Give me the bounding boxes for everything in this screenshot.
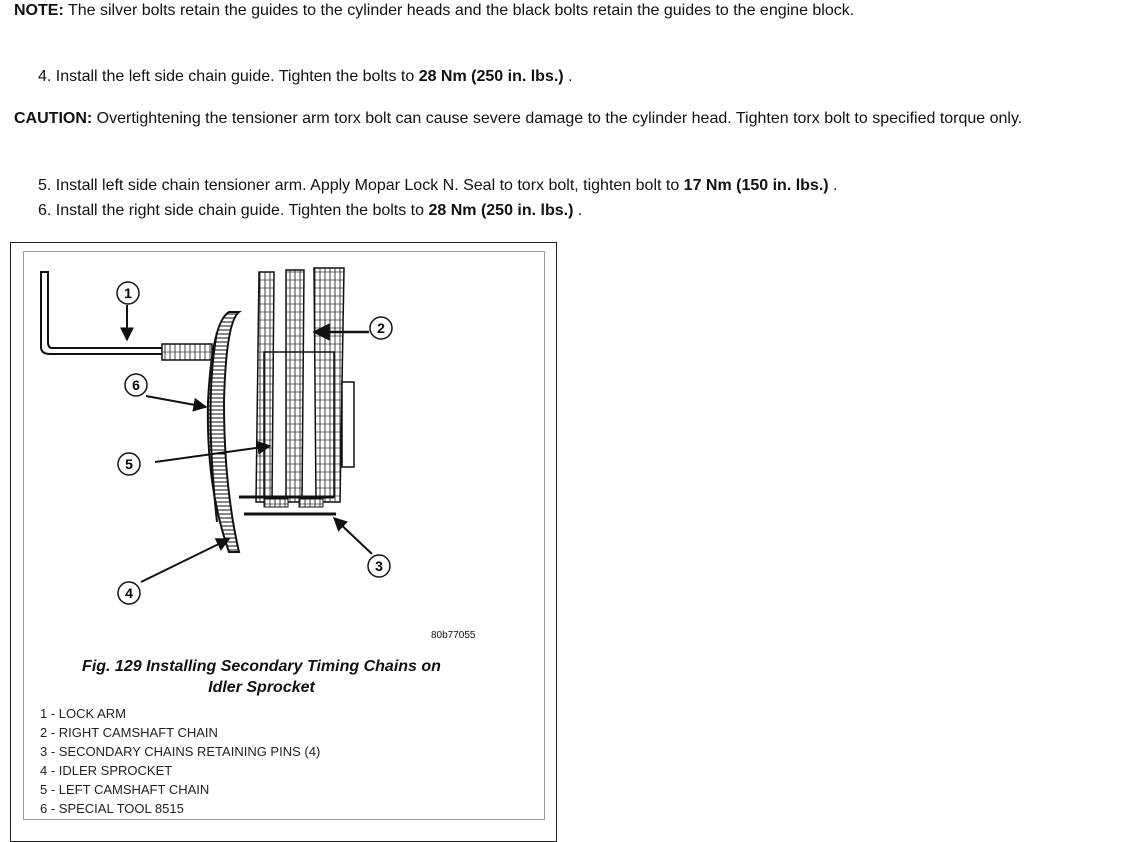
note-paragraph	[14, 1, 854, 21]
leader-3	[334, 518, 372, 554]
callout-2-label: 2	[377, 320, 385, 336]
step-4-torque: 28 Nm (250 in. lbs.)	[418, 68, 564, 85]
step-6-torque: 28 Nm (250 in. lbs.)	[428, 202, 574, 219]
legend-item: 5 - LEFT CAMSHAFT CHAIN	[40, 782, 210, 797]
callout-1	[117, 282, 139, 304]
legend-item: 6 - SPECIAL TOOL 8515	[40, 801, 184, 816]
step-6	[38, 201, 582, 221]
note-text: The silver bolts retain the guides to the cylinder heads and the black bolts retain the guides to the engine block.	[63, 2, 855, 19]
step-5-end: .	[828, 177, 838, 194]
leader-6	[146, 396, 206, 407]
step-5-text: 5. Install left side chain tensioner arm. Apply Mopar Lock N. Seal to torx bolt, tighten bolt to	[38, 177, 684, 194]
caution-paragraph	[14, 109, 1022, 129]
leader-4	[141, 539, 229, 582]
callout-4	[118, 582, 140, 604]
callout-4-label: 4	[125, 585, 133, 601]
callout-3	[368, 555, 390, 577]
step-6-end: .	[573, 202, 583, 219]
callout-6-label: 6	[132, 377, 140, 393]
lock-arm-thread	[162, 344, 212, 360]
callout-6	[125, 374, 147, 396]
caution-text: Overtightening the tensioner arm torx bolt can cause severe damage to the cylinder head. Tighten torx bolt to specified torque only.	[92, 110, 1023, 127]
callout-3-label: 3	[375, 558, 383, 574]
lock-arm	[41, 272, 164, 354]
legend-item: 3 - SECONDARY CHAINS RETAINING PINS (4)	[40, 744, 321, 759]
callout-1-label: 1	[124, 285, 132, 301]
caution-label: CAUTION:	[14, 110, 93, 127]
callout-2	[370, 317, 392, 339]
legend-item: 2 - RIGHT CAMSHAFT CHAIN	[40, 725, 218, 740]
step-4-end: .	[563, 68, 573, 85]
legend-item: 4 - IDLER SPROCKET	[40, 763, 173, 778]
left-camshaft-chain	[314, 268, 344, 502]
figure-panel	[23, 251, 545, 820]
timing-chain-illustration	[24, 252, 546, 652]
idler-sprocket	[208, 312, 239, 552]
step-4	[38, 67, 573, 87]
step-4-text: 4. Install the left side chain guide. Tighten the bolts to	[38, 68, 419, 85]
figure-caption-line-2: Idler Sprocket	[208, 679, 315, 696]
figure-legend	[40, 704, 320, 818]
figure-code: 80b77055	[431, 630, 476, 641]
right-camshaft-chain	[256, 272, 274, 502]
note-label: NOTE:	[14, 2, 64, 19]
callout-5	[118, 453, 140, 475]
figure-caption-line-1: Fig. 129 Installing Secondary Timing Chains on	[82, 658, 441, 675]
legend-item: 1 - LOCK ARM	[40, 706, 126, 721]
step-5	[38, 176, 838, 196]
callout-5-label: 5	[125, 456, 133, 472]
figure-frame	[10, 242, 557, 842]
step-5-torque: 17 Nm (150 in. lbs.)	[683, 177, 829, 194]
step-6-text: 6. Install the right side chain guide. Tighten the bolts to	[38, 202, 429, 219]
figure-caption	[34, 656, 489, 698]
